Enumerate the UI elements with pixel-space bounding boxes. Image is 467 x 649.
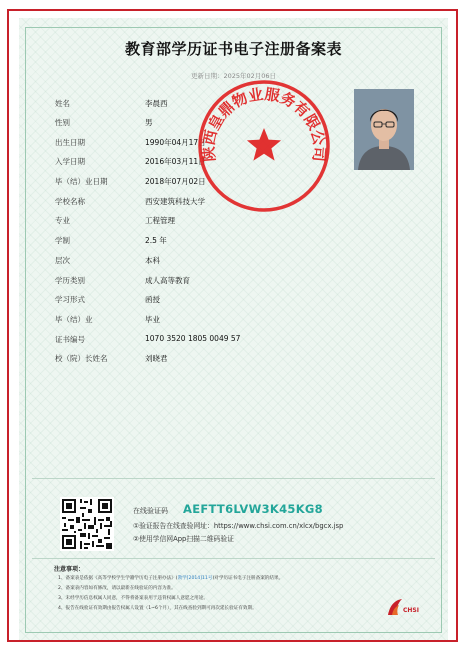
note-text: 1、备案表是依据《高等学校学生学籍学历电子注册办法》(: [58, 576, 178, 581]
qr-code[interactable]: [60, 497, 114, 551]
verification-code[interactable]: AEFTT6LVW3K45KG8: [183, 502, 323, 516]
field-value: 函授: [145, 295, 160, 304]
field-label: 性别: [55, 118, 70, 127]
field-value: 1070 3520 1805 0049 57: [145, 334, 241, 343]
note-text: 4、报告在线验证有效期由报告权属人设置（1~6个月），其在线查验到期可再次延长验证有效期。: [58, 606, 257, 611]
update-date: 更新日期：2025年02月06日: [190, 72, 277, 80]
note-item-1: [58, 575, 283, 581]
verification-app-line: ②使用学信网App扫描二维码验证: [133, 535, 234, 543]
chsi-logo-icon: [386, 597, 404, 617]
field-label: 入学日期: [55, 157, 85, 166]
field-value: 2.5 年: [145, 236, 167, 245]
seal-text: 陕西皇鼎物业服务有限公司: [199, 85, 329, 163]
field-label: 姓名: [55, 99, 70, 108]
qr-code-icon: [60, 497, 114, 551]
field-label: 出生日期: [55, 138, 85, 147]
verification-url-line[interactable]: ①验证报告在线查验网址：https://www.chsi.com.cn/xlcx/bgcx.jsp: [133, 522, 344, 530]
field-value: 男: [145, 118, 153, 127]
field-value: 毕业: [145, 315, 160, 324]
notes-divider: [32, 558, 435, 559]
note-item-2: [58, 585, 176, 591]
field-value: 西安建筑科技大学: [145, 197, 205, 206]
seal-star-icon: [247, 128, 281, 161]
field-value: 本科: [145, 256, 160, 265]
field-label: 专业: [55, 216, 70, 225]
verification-code-label: 在线验证码: [133, 507, 168, 515]
field-label: 毕（结）业: [55, 315, 93, 324]
field-label: 学校名称: [55, 197, 85, 206]
note-link[interactable]: 教学[2014]11号: [177, 576, 213, 581]
company-seal: [194, 76, 334, 216]
field-label: 层次: [55, 256, 70, 265]
field-label: 毕（结）业日期: [55, 177, 108, 186]
page-title: 教育部学历证书电子注册备案表: [124, 40, 342, 58]
note-item-3: [58, 595, 208, 601]
field-value: 工程管理: [145, 216, 175, 225]
note-text: )对学历证书电子注册备案的结果。: [212, 576, 284, 581]
field-value: 1990年04月17日: [145, 138, 206, 147]
field-value: 李晨西: [145, 99, 168, 108]
field-label: 学习形式: [55, 295, 85, 304]
field-label: 校（院）长姓名: [55, 354, 108, 363]
field-value: 2016年03月11日: [145, 157, 206, 166]
field-value: 刘晓君: [145, 354, 168, 363]
note-item-4: [58, 605, 257, 611]
note-text: 3、未经学历信息权属人同意，不得将备案表用于违背权属人意愿之用途。: [58, 596, 208, 601]
field-label: 学历类别: [55, 276, 85, 285]
notes-title: 注意事项：: [54, 566, 85, 573]
section-divider: [32, 478, 435, 479]
field-value: 2018年07月02日: [145, 177, 206, 186]
field-label: 学制: [55, 236, 70, 245]
note-text: 2、备案表内容如有修改，请以最新在线验证的内容为准。: [58, 586, 176, 591]
field-label: 证书编号: [55, 335, 85, 344]
chsi-logo-text: CHSI: [403, 607, 419, 614]
student-photo-image: [354, 89, 414, 170]
student-photo: [354, 89, 414, 170]
field-value: 成人高等教育: [145, 276, 190, 285]
